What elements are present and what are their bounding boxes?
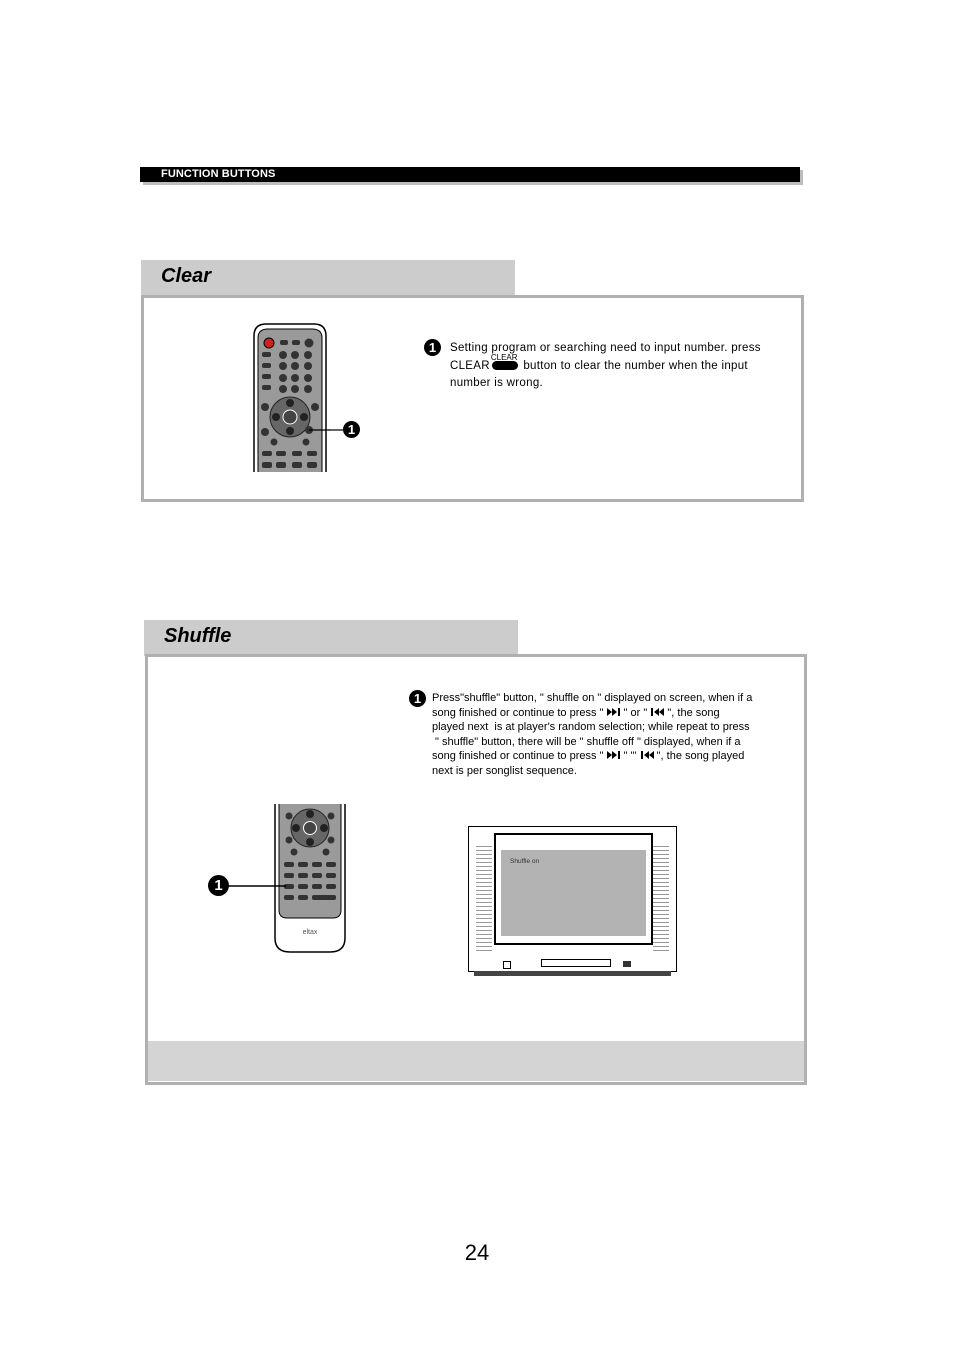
shuffle-callout-badge: 1	[208, 875, 229, 896]
clear-button-icon	[490, 352, 518, 370]
callout-line	[228, 884, 286, 888]
tv-screen	[501, 850, 646, 936]
tv-sensor	[623, 961, 631, 967]
remote-control-illustration	[250, 322, 330, 472]
remote-control-bottom-illustration	[272, 804, 348, 954]
section-header-bar	[140, 167, 800, 182]
page-number: 24	[464, 1240, 490, 1265]
tv-speaker-right	[653, 843, 669, 951]
clear-text-line-2: CLEAR CLEAR button to clear the number when the input	[450, 358, 790, 376]
next-icon	[607, 749, 621, 764]
tv-base-shadow	[474, 971, 671, 976]
shuffle-text-line: " shuffle" button, there will be " shuffle off " displayed, when if a	[432, 735, 741, 748]
shuffle-text-line: played next is at player's random selection; while repeat to press	[432, 721, 750, 733]
tv-control-panel	[541, 959, 611, 967]
tv-power-indicator	[503, 961, 511, 969]
clear-text-line-1: Setting program or searching need to input number. press	[450, 342, 761, 354]
section-header-title: FUNCTION BUTTONS	[161, 168, 276, 180]
shuffle-text-line: Press"shuffle" button, " shuffle on " displayed on screen, when if a	[432, 692, 753, 704]
shuffle-section-tab	[144, 620, 518, 656]
shuffle-text-line: song finished or continue to press " " "' ", the song played	[432, 750, 745, 762]
shuffle-bottom-strip	[148, 1041, 804, 1081]
tv-speaker-left	[476, 843, 492, 951]
prev-icon	[650, 706, 664, 721]
clear-text-line-3: number is wrong.	[450, 377, 544, 389]
clear-callout-badge: 1	[343, 421, 360, 438]
prev-icon	[640, 749, 654, 764]
shuffle-instruction-text	[432, 691, 792, 778]
shuffle-text-line: song finished or continue to press " " or " ", the song	[432, 706, 720, 719]
clear-step-badge: 1	[424, 339, 441, 356]
shuffle-step-badge: 1	[409, 690, 426, 707]
next-icon	[607, 706, 621, 721]
clear-section-tab	[141, 260, 515, 296]
tv-screen-bezel	[494, 833, 653, 945]
tv-illustration	[468, 826, 677, 972]
shuffle-section-title: Shuffle	[164, 625, 232, 647]
clear-section-title: Clear	[161, 265, 212, 287]
tv-screen-text: Shuffle on	[510, 858, 540, 865]
remote-brand-label: eltax	[302, 929, 318, 936]
shuffle-text-line: next is per songlist sequence.	[432, 764, 577, 777]
clear-instruction-text	[450, 340, 790, 393]
clear-button-label: CLEAR	[490, 352, 518, 362]
clear-section-box	[141, 295, 804, 502]
